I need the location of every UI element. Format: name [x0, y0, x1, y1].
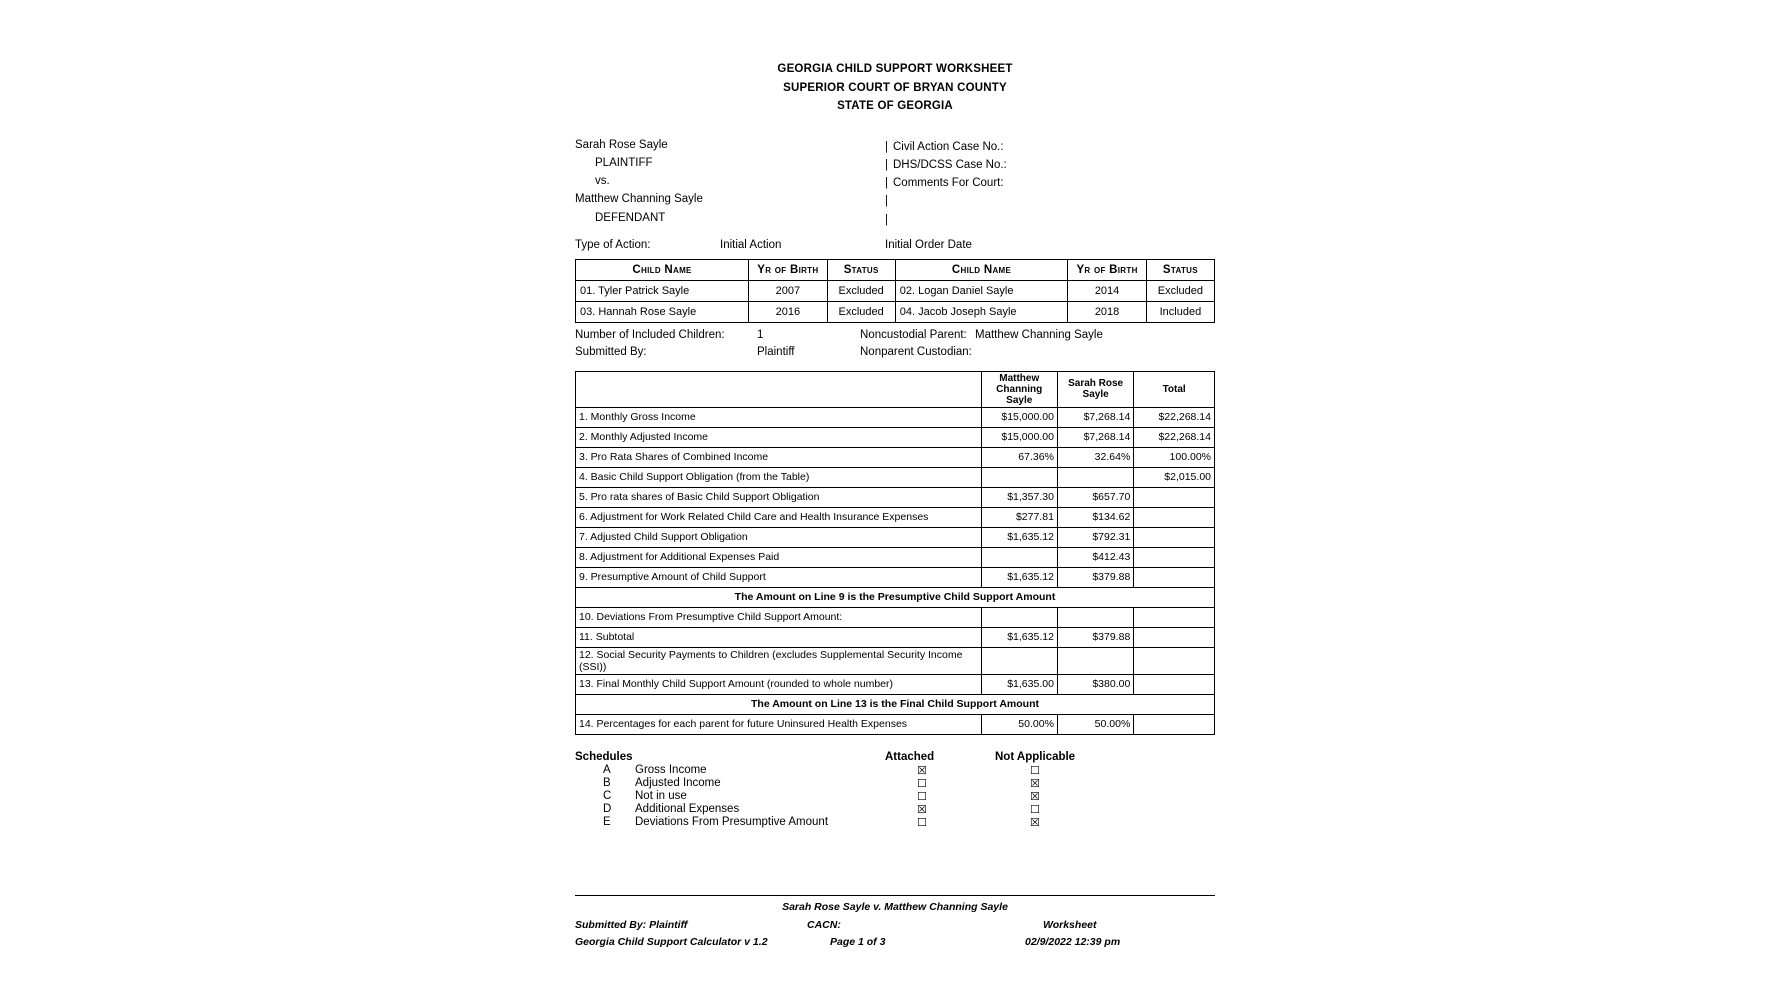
calc-value-total: $22,268.14 — [1134, 427, 1215, 447]
schedules-title: Schedules — [575, 750, 633, 763]
calc-desc: 13. Final Monthly Child Support Amount (rounded to whole number) — [576, 674, 982, 694]
children-table-header-row — [576, 259, 1215, 280]
calc-value-a: $15,000.00 — [981, 407, 1057, 427]
title-line-2: SUPERIOR COURT OF BRYAN COUNTY — [783, 81, 1007, 94]
parties-left — [575, 136, 875, 227]
yr-of-birth-header-2: Yr of Birth — [1068, 259, 1147, 280]
schedule-label: Gross Income — [635, 763, 707, 776]
type-of-action-value: Initial Action — [720, 238, 782, 251]
calc-value-total — [1134, 627, 1215, 647]
footer-cacn: CACN: — [807, 919, 841, 931]
calc-value-a: $277.81 — [981, 507, 1057, 527]
parent-a-header: Matthew Channing Sayle — [981, 371, 1057, 407]
calc-desc: 5. Pro rata shares of Basic Child Support Obligation — [576, 487, 982, 507]
schedule-letter: E — [603, 815, 611, 828]
calc-value-a: 50.00% — [981, 714, 1057, 734]
blank-row-2 — [885, 211, 1007, 229]
calculation-header-row — [576, 371, 1215, 407]
footer-calculator-version: Georgia Child Support Calculator v 1.2 — [575, 936, 768, 948]
calc-value-b — [1057, 607, 1133, 627]
schedule-letter: B — [603, 776, 611, 789]
calc-value-total — [1134, 567, 1215, 587]
attached-header: Attached — [885, 750, 935, 763]
calc-value-total: 100.00% — [1134, 447, 1215, 467]
noncustodial-parent-value: Matthew Channing Sayle — [975, 328, 1103, 341]
footer-details — [575, 919, 1215, 953]
comments-row — [885, 174, 1007, 192]
table-row — [576, 714, 1215, 734]
footer-worksheet-label: Worksheet — [1043, 919, 1097, 931]
child-name-header-1: Child Name — [576, 259, 749, 280]
table-row — [576, 301, 1215, 322]
calc-value-b: 50.00% — [1057, 714, 1133, 734]
calc-value-total — [1134, 547, 1215, 567]
table-row — [576, 467, 1215, 487]
calc-desc: 2. Monthly Adjusted Income — [576, 427, 982, 447]
schedule-not-applicable-checkbox[interactable]: ☒ — [1030, 789, 1040, 803]
submitted-by-value: Plaintiff — [757, 345, 795, 358]
child-yob-cell: 2007 — [749, 280, 828, 301]
table-row — [576, 527, 1215, 547]
child-name-cell: 03. Hannah Rose Sayle — [576, 301, 749, 322]
not-applicable-header: Not Applicable — [995, 750, 1076, 763]
comments-label: Comments For Court: — [893, 177, 1004, 190]
worksheet-body — [575, 60, 1215, 841]
calc-value-a — [981, 647, 1057, 674]
calc-value-total — [1134, 607, 1215, 627]
dhs-row — [885, 156, 1007, 174]
child-yob-cell: 2018 — [1068, 301, 1147, 322]
calc-value-a: $1,635.12 — [981, 627, 1057, 647]
schedule-attached-checkbox[interactable]: ☐ — [917, 815, 927, 829]
calc-value-total — [1134, 507, 1215, 527]
calc-value-b: $7,268.14 — [1057, 407, 1133, 427]
presumptive-amount-note-row — [576, 587, 1215, 607]
table-row — [576, 674, 1215, 694]
schedules-block — [575, 751, 1215, 841]
calc-value-total — [1134, 674, 1215, 694]
child-yob-cell: 2014 — [1068, 280, 1147, 301]
schedule-label: Not in use — [635, 789, 687, 802]
defendant-label: DEFENDANT — [595, 211, 666, 224]
plaintiff-label: PLAINTIFF — [595, 156, 653, 169]
schedule-row-b — [575, 777, 1215, 790]
calc-value-b: $792.31 — [1057, 527, 1133, 547]
table-row — [576, 647, 1215, 674]
schedule-label: Deviations From Presumptive Amount — [635, 815, 829, 828]
schedule-attached-checkbox[interactable]: ☐ — [917, 789, 927, 803]
worksheet-calculation-table — [575, 371, 1215, 735]
schedule-row-c — [575, 790, 1215, 803]
calc-value-a: $1,635.12 — [981, 527, 1057, 547]
calc-value-b: $134.62 — [1057, 507, 1133, 527]
calc-desc: 4. Basic Child Support Obligation (from the Table) — [576, 467, 982, 487]
parties-right — [885, 138, 1007, 229]
calc-value-b — [1057, 467, 1133, 487]
calc-desc: 6. Adjustment for Work Related Child Care and Health Insurance Expenses — [576, 507, 982, 527]
table-row — [576, 427, 1215, 447]
calc-value-total — [1134, 527, 1215, 547]
schedule-not-applicable-checkbox[interactable]: ☒ — [1030, 815, 1040, 829]
page-footer — [575, 895, 1215, 953]
child-name-cell: 04. Jacob Joseph Sayle — [895, 301, 1068, 322]
calc-value-total: $2,015.00 — [1134, 467, 1215, 487]
calc-value-a: $15,000.00 — [981, 427, 1057, 447]
final-amount-note: The Amount on Line 13 is the Final Child Support Amount — [576, 694, 1215, 714]
divider-bar-icon: | — [885, 158, 888, 171]
calc-value-b: $412.43 — [1057, 547, 1133, 567]
calc-value-b: $380.00 — [1057, 674, 1133, 694]
calc-value-a — [981, 607, 1057, 627]
footer-divider — [575, 895, 1215, 897]
divider-bar-icon: | — [885, 213, 888, 226]
status-header-1: Status — [827, 259, 895, 280]
footer-timestamp: 02/9/2022 12:39 pm — [1025, 936, 1121, 948]
initial-order-date-label: Initial Order Date — [885, 238, 972, 251]
defendant-name: Matthew Channing Sayle — [575, 193, 703, 206]
schedule-row-d — [575, 803, 1215, 816]
calc-value-a — [981, 547, 1057, 567]
divider-bar-icon: | — [885, 140, 888, 153]
calc-desc: 8. Adjustment for Additional Expenses Paid — [576, 547, 982, 567]
calc-value-b: $379.88 — [1057, 627, 1133, 647]
final-amount-note-row — [576, 694, 1215, 714]
calc-desc: 10. Deviations From Presumptive Child Support Amount: — [576, 607, 982, 627]
schedule-attached-checkbox[interactable]: ☒ — [917, 763, 927, 777]
noncustodial-parent-label: Noncustodial Parent: — [860, 328, 967, 341]
calc-desc: 11. Subtotal — [576, 627, 982, 647]
calc-value-a: $1,635.12 — [981, 567, 1057, 587]
calc-value-b: $7,268.14 — [1057, 427, 1133, 447]
calc-desc: 14. Percentages for each parent for future Uninsured Health Expenses — [576, 714, 982, 734]
calc-value-a: $1,357.30 — [981, 487, 1057, 507]
table-row — [576, 447, 1215, 467]
parties-block — [575, 136, 1215, 227]
children-table — [575, 259, 1215, 323]
footer-case-caption: Sarah Rose Sayle v. Matthew Channing Sayle — [782, 901, 1008, 913]
child-yob-cell: 2016 — [749, 301, 828, 322]
table-row — [576, 507, 1215, 527]
civil-action-row — [885, 138, 1007, 156]
schedule-row-e — [575, 816, 1215, 829]
calc-value-b: $379.88 — [1057, 567, 1133, 587]
child-name-cell: 02. Logan Daniel Sayle — [895, 280, 1068, 301]
table-row — [576, 627, 1215, 647]
calc-desc: 1. Monthly Gross Income — [576, 407, 982, 427]
table-row — [576, 280, 1215, 301]
calc-value-a: $1,635.00 — [981, 674, 1057, 694]
versus-label: vs. — [595, 175, 610, 188]
calc-value-a: 67.36% — [981, 447, 1057, 467]
schedule-letter: C — [603, 789, 612, 802]
footer-page-number: Page 1 of 3 — [830, 936, 886, 948]
schedule-row-a — [575, 764, 1215, 777]
total-header: Total — [1134, 371, 1215, 407]
schedule-attached-checkbox[interactable]: ☒ — [917, 802, 927, 816]
calc-value-b: 32.64% — [1057, 447, 1133, 467]
calc-value-total — [1134, 647, 1215, 674]
submitted-by-label: Submitted By: — [575, 345, 647, 358]
schedule-not-applicable-checkbox[interactable]: ☒ — [1030, 776, 1040, 790]
footer-submitted-by: Submitted By: Plaintiff — [575, 919, 688, 931]
dhs-label: DHS/DCSS Case No.: — [893, 158, 1007, 171]
schedule-not-applicable-checkbox[interactable]: ☐ — [1030, 802, 1040, 816]
calc-value-b: $657.70 — [1057, 487, 1133, 507]
table-row — [576, 487, 1215, 507]
child-status-cell: Included — [1146, 301, 1214, 322]
calc-value-b — [1057, 647, 1133, 674]
table-row — [576, 607, 1215, 627]
action-type-row — [575, 239, 1215, 255]
calc-desc: 9. Presumptive Amount of Child Support — [576, 567, 982, 587]
status-header-2: Status — [1146, 259, 1214, 280]
calc-desc: 12. Social Security Payments to Children (excludes Supplemental Security Income (SSI)) — [576, 647, 982, 674]
schedule-label: Adjusted Income — [635, 776, 721, 789]
child-status-cell: Excluded — [827, 301, 895, 322]
child-status-cell: Excluded — [827, 280, 895, 301]
included-children-value: 1 — [757, 328, 764, 341]
divider-bar-icon: | — [885, 195, 888, 208]
title-line-3: STATE OF GEORGIA — [837, 100, 953, 112]
included-children-label: Number of Included Children: — [575, 328, 725, 341]
document-title — [575, 60, 1215, 116]
schedule-attached-checkbox[interactable]: ☐ — [917, 776, 927, 790]
child-name-header-2: Child Name — [895, 259, 1068, 280]
schedule-label: Additional Expenses — [635, 802, 740, 815]
table-row — [576, 407, 1215, 427]
calc-desc: 7. Adjusted Child Support Obligation — [576, 527, 982, 547]
calc-value-a — [981, 467, 1057, 487]
calc-value-total: $22,268.14 — [1134, 407, 1215, 427]
calc-value-total — [1134, 714, 1215, 734]
type-of-action-label: Type of Action: — [575, 238, 651, 251]
table-row — [576, 567, 1215, 587]
divider-bar-icon: | — [885, 177, 888, 190]
nonparent-custodian-label: Nonparent Custodian: — [860, 345, 972, 358]
civil-action-label: Civil Action Case No.: — [893, 140, 1004, 153]
schedule-letter: D — [603, 802, 612, 815]
calc-value-total — [1134, 487, 1215, 507]
table-row — [576, 547, 1215, 567]
plaintiff-name: Sarah Rose Sayle — [575, 138, 668, 151]
counts-block — [575, 327, 1215, 363]
calc-desc: 3. Pro Rata Shares of Combined Income — [576, 447, 982, 467]
title-line-1: GEORGIA CHILD SUPPORT WORKSHEET — [777, 63, 1013, 75]
child-name-cell: 01. Tyler Patrick Sayle — [576, 280, 749, 301]
blank-row-1 — [885, 192, 1007, 210]
schedule-letter: A — [603, 763, 611, 776]
schedule-not-applicable-checkbox[interactable]: ☐ — [1030, 763, 1040, 777]
calc-desc-header — [576, 371, 982, 407]
yr-of-birth-header-1: Yr of Birth — [749, 259, 828, 280]
child-status-cell: Excluded — [1146, 280, 1214, 301]
presumptive-amount-note: The Amount on Line 9 is the Presumptive Child Support Amount — [576, 587, 1215, 607]
parent-b-header: Sarah Rose Sayle — [1057, 371, 1133, 407]
